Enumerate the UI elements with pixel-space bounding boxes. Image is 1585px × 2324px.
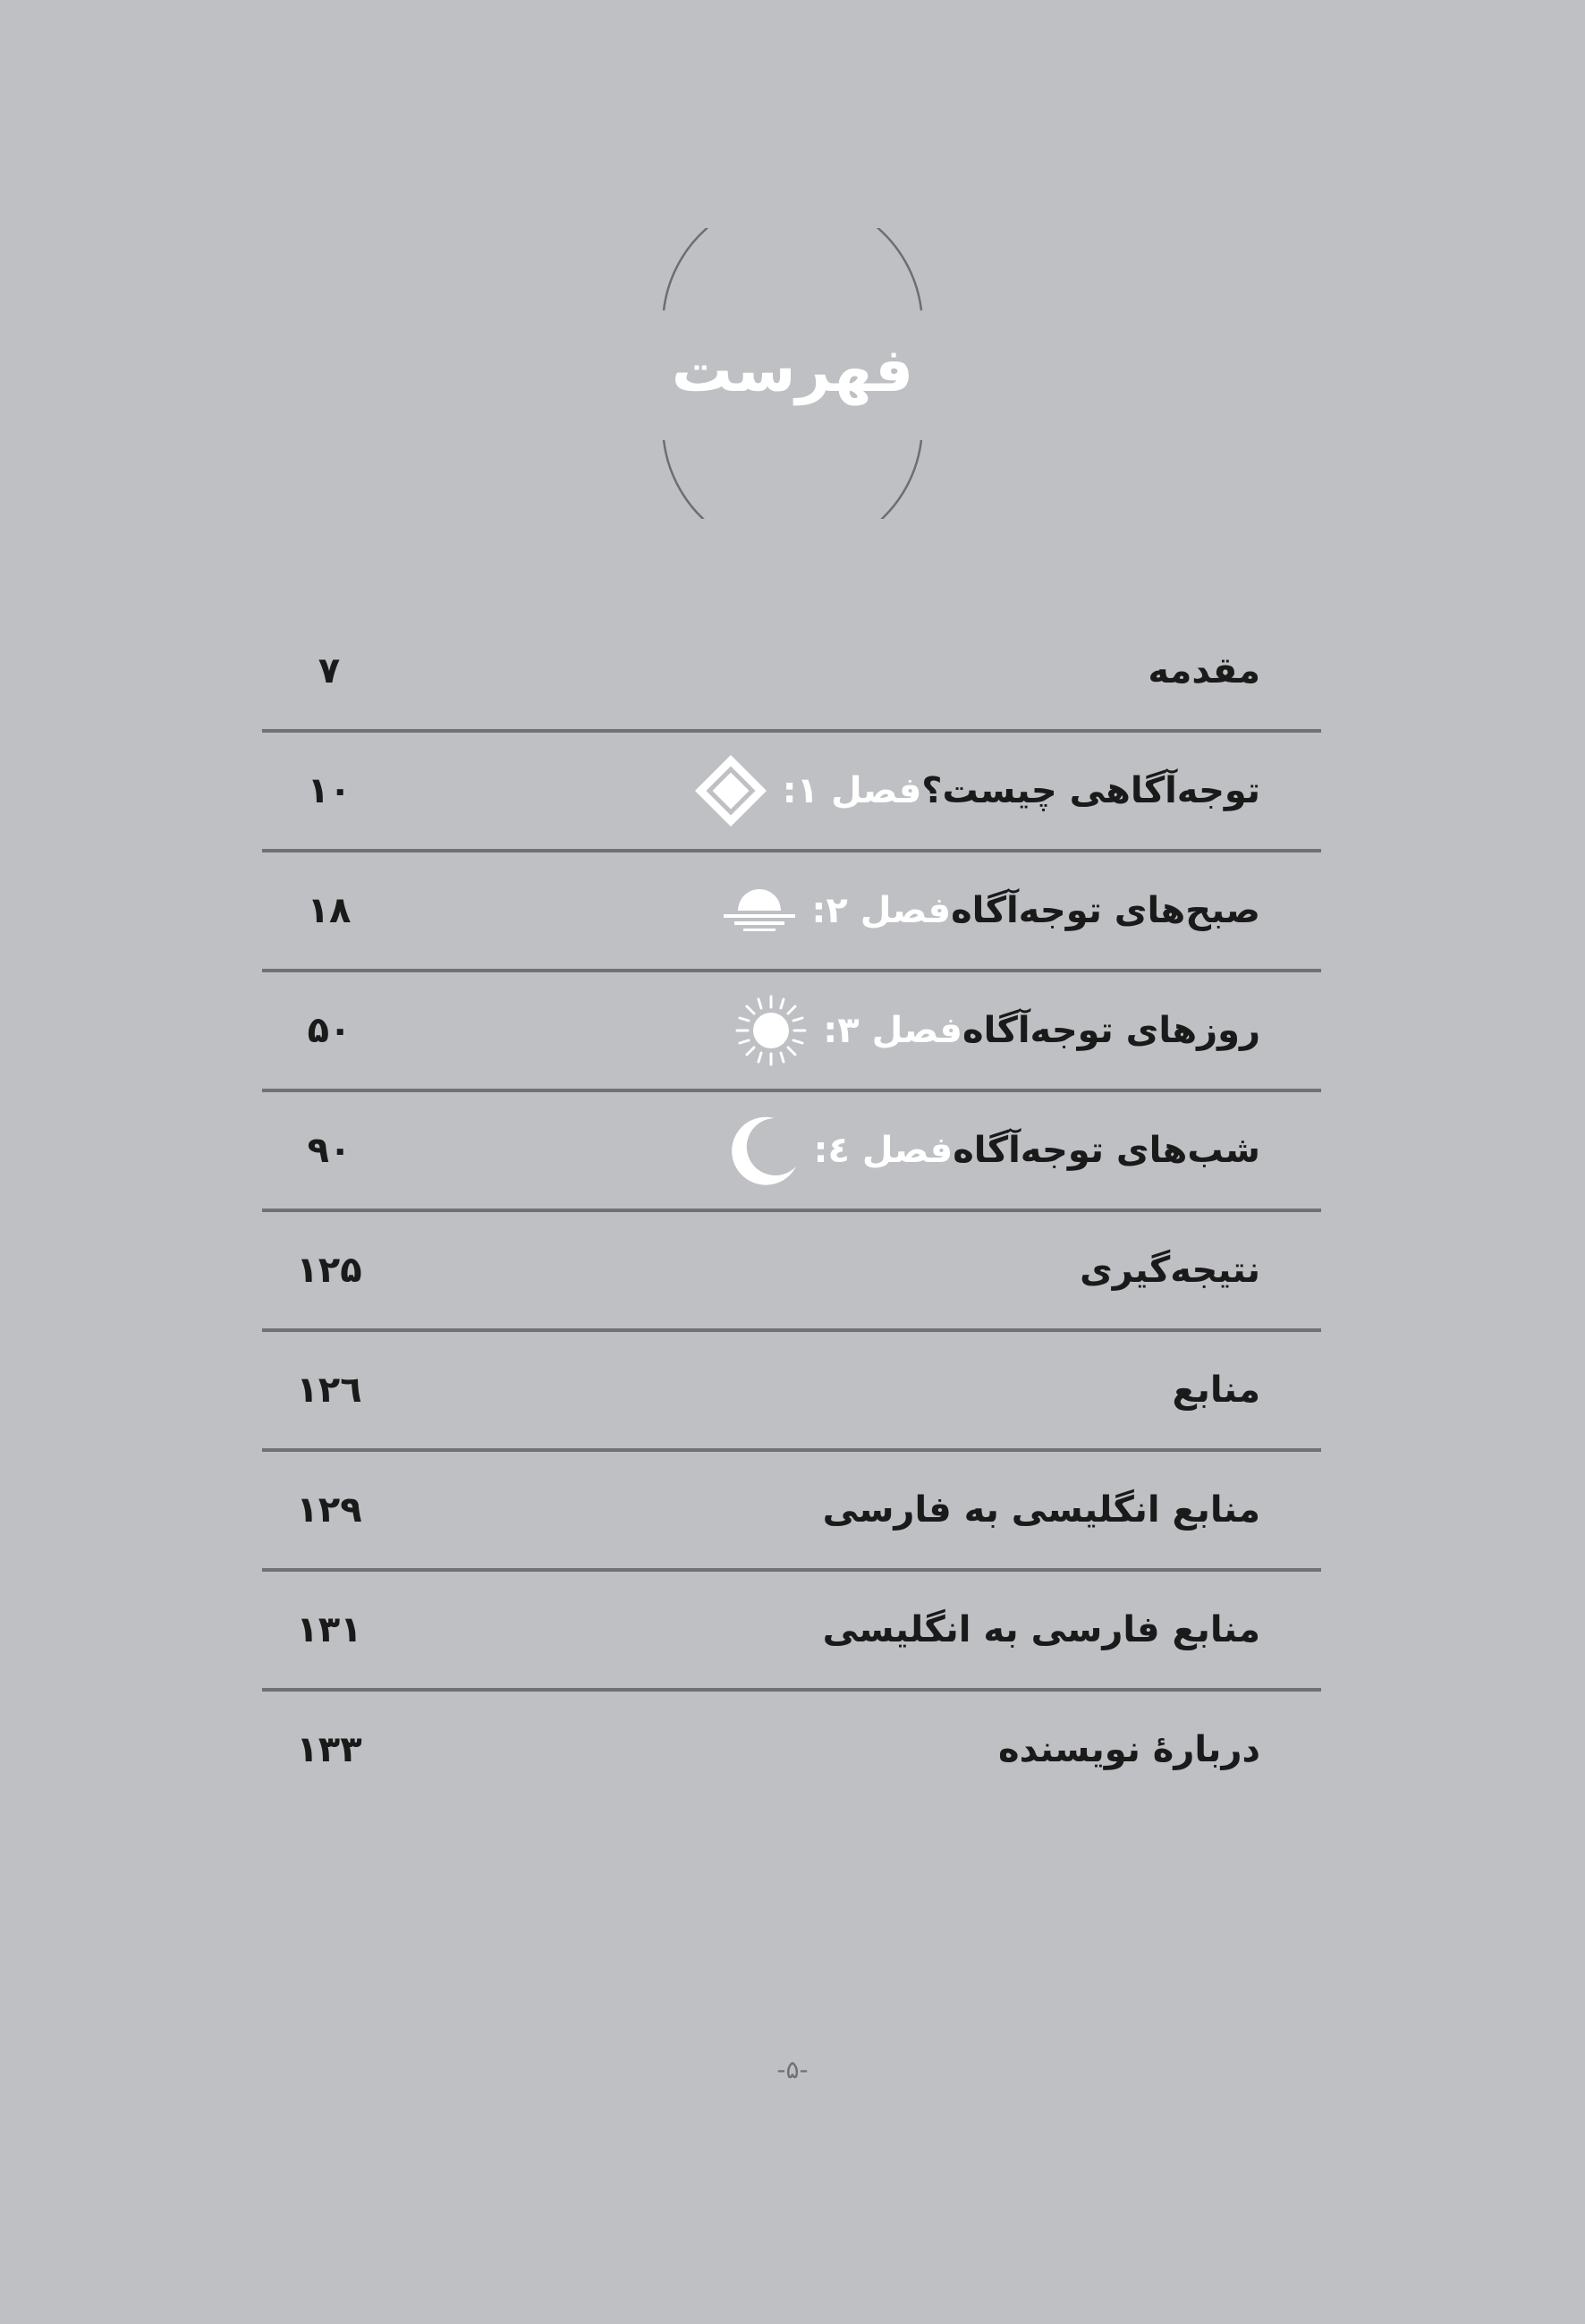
toc-entry-title bbox=[679, 733, 1260, 849]
toc-entry-text: منابع انگلیسی به فارسی bbox=[822, 1489, 1260, 1531]
toc-row[interactable] bbox=[262, 1572, 1321, 1692]
chapter-label: فصل ۲: bbox=[811, 890, 952, 931]
toc-page-number: ۱۲۹ bbox=[296, 1489, 362, 1531]
toc-page-number: ۱۳۳ bbox=[296, 1729, 362, 1770]
chapter-label: فصل ٤: bbox=[813, 1130, 954, 1171]
toc-entry-title bbox=[1173, 1332, 1260, 1448]
toc-entry-text: توجه‌آگاهی چیست؟ bbox=[921, 770, 1260, 811]
toc-entry-text: منابع bbox=[1172, 1370, 1260, 1411]
toc-row[interactable] bbox=[262, 733, 1321, 852]
toc-row[interactable] bbox=[262, 1332, 1321, 1452]
page-number: -۵- bbox=[776, 2055, 809, 2084]
toc-page-number: ۷ bbox=[318, 650, 341, 691]
toc-entry-text: نتیجه‌گیری bbox=[1080, 1250, 1260, 1291]
toc-entry-title bbox=[719, 972, 1260, 1089]
toc-page-number: ۱۳۱ bbox=[296, 1609, 362, 1650]
toc-row[interactable] bbox=[262, 972, 1321, 1092]
toc-row[interactable] bbox=[262, 1452, 1321, 1572]
chapter-label: فصل ۱: bbox=[782, 770, 922, 811]
toc-entry-title bbox=[1080, 1212, 1260, 1328]
toc-entry-text: مقدمه bbox=[1148, 650, 1260, 691]
toc-entry-text: دربارهٔ نویسنده bbox=[997, 1729, 1260, 1770]
toc-page-number: ۱۲٦ bbox=[296, 1370, 362, 1411]
table-of-contents bbox=[262, 613, 1321, 1811]
toc-entry-text: شب‌های توجه‌آگاه bbox=[953, 1130, 1260, 1171]
moon-icon bbox=[723, 1111, 801, 1190]
toc-entry-text: منابع فارسی به انگلیسی bbox=[822, 1609, 1260, 1650]
page-title: فهرست bbox=[671, 335, 914, 406]
toc-page-number: ۱۸ bbox=[307, 890, 352, 931]
toc-entry-title bbox=[823, 1452, 1260, 1568]
toc-row[interactable] bbox=[262, 613, 1321, 733]
toc-row[interactable] bbox=[262, 852, 1321, 972]
toc-row[interactable] bbox=[262, 1092, 1321, 1212]
toc-row[interactable] bbox=[262, 1692, 1321, 1811]
sun-icon bbox=[732, 991, 810, 1070]
toc-page-number: ۱۰ bbox=[307, 770, 352, 811]
toc-row[interactable] bbox=[262, 1212, 1321, 1332]
toc-entry-title bbox=[998, 1692, 1260, 1808]
sunrise-icon bbox=[720, 871, 799, 950]
toc-entry-title bbox=[823, 1572, 1260, 1688]
toc-entry-text: صبح‌های توجه‌آگاه bbox=[951, 890, 1260, 931]
chapter-label: فصل ۳: bbox=[823, 1010, 962, 1051]
toc-page-number: ۹۰ bbox=[307, 1130, 352, 1171]
toc-entry-title bbox=[710, 1092, 1260, 1209]
toc-page-number: ۵۰ bbox=[307, 1010, 352, 1051]
toc-page-number: ۱۲۵ bbox=[296, 1250, 362, 1291]
diamond-icon bbox=[691, 751, 770, 830]
toc-entry-title bbox=[1148, 613, 1260, 729]
toc-entry-text: روزهای توجه‌آگاه bbox=[962, 1010, 1260, 1051]
toc-entry-title bbox=[708, 852, 1260, 969]
